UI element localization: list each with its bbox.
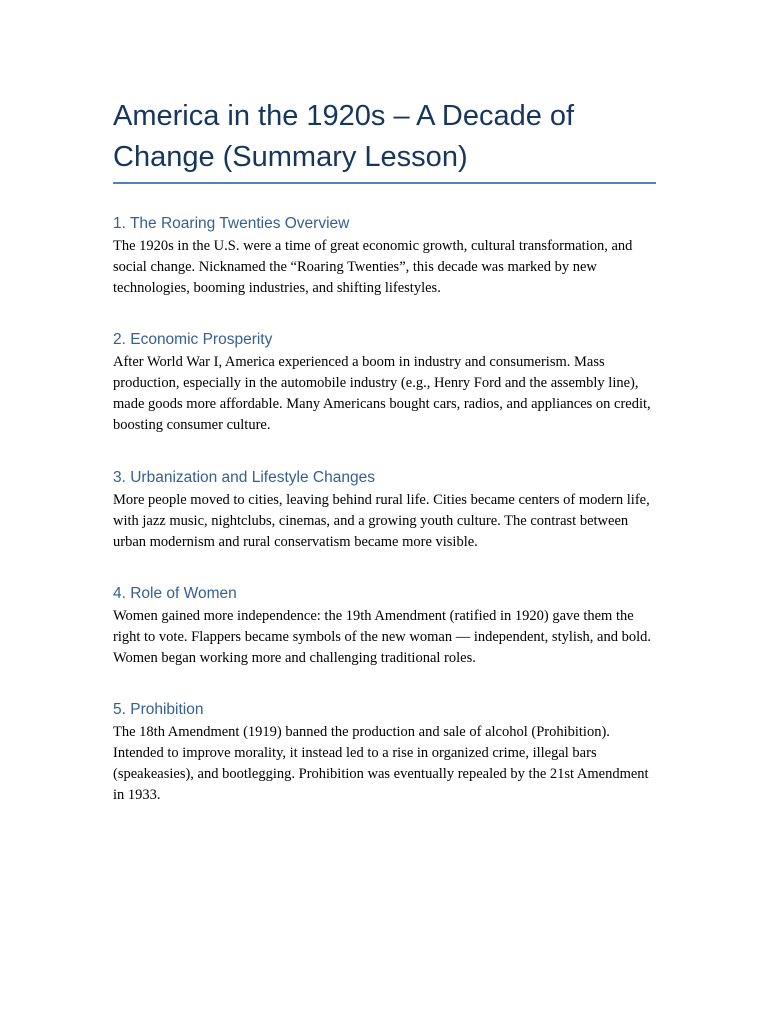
section-heading: 4. Role of Women	[113, 585, 237, 602]
section-heading: 3. Urbanization and Lifestyle Changes	[113, 469, 375, 486]
section-prohibition	[113, 700, 656, 806]
section-body: After World War I, America experienced a boom in industry and consumerism. Mass production, especially in the automobile industry (e.g., Henry Ford and the assembly line), made goods more affordable. Many Americans bought cars, radios, and appliances on credit, boosting consumer culture.	[113, 354, 651, 433]
section-urbanization-lifestyle	[113, 468, 656, 553]
section-body: The 1920s in the U.S. were a time of great economic growth, cultural transformation, and social change. Nicknamed the “Roaring Twenties”, this decade was marked by new technologies, booming industries, and shifting lifestyles.	[113, 238, 633, 296]
section-roaring-twenties-overview	[113, 214, 656, 299]
document-title: America in the 1920s – A Decade of Change (Summary Lesson)	[113, 96, 656, 184]
document-page	[113, 96, 656, 806]
section-heading: 2. Economic Prosperity	[113, 331, 273, 348]
section-role-of-women	[113, 584, 656, 669]
section-heading: 5. Prohibition	[113, 701, 204, 718]
section-economic-prosperity	[113, 330, 656, 436]
section-heading: 1. The Roaring Twenties Overview	[113, 215, 350, 232]
section-body: The 18th Amendment (1919) banned the production and sale of alcohol (Prohibition). Intended to improve morality, it instead led to a rise in organized crime, illegal bars (speakeasies), and bootlegging. Prohibition was eventually repealed by the 21st Amendment in 1933.	[113, 724, 649, 803]
section-body: More people moved to cities, leaving behind rural life. Cities became centers of modern life, with jazz music, nightclubs, cinemas, and a growing youth culture. The contrast between urban modernism and rural conservatism became more visible.	[113, 492, 650, 550]
section-body: Women gained more independence: the 19th Amendment (ratified in 1920) gave them the right to vote. Flappers became symbols of the new woman — independent, stylish, and bold. Women began working more and challenging traditional roles.	[113, 608, 652, 666]
